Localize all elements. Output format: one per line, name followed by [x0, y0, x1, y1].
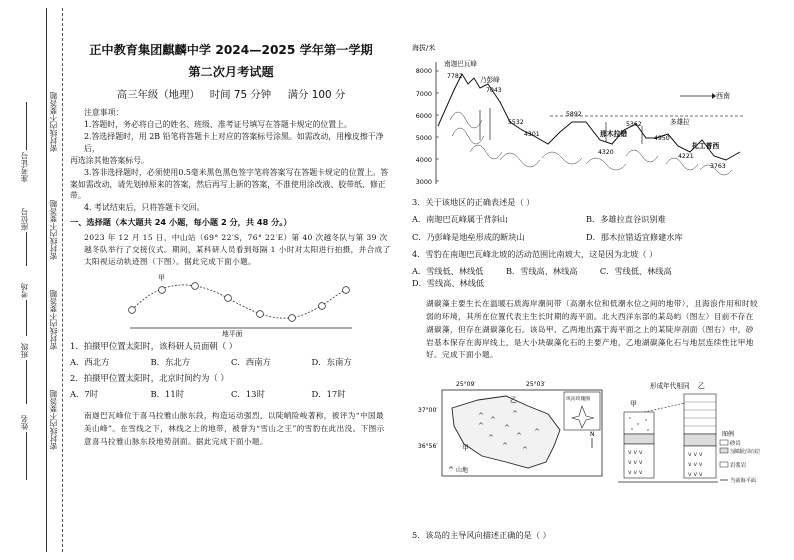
- west-direction-label: 西南: [716, 92, 730, 100]
- profile-ytick: 6000: [415, 112, 432, 120]
- map-lat-2: 36°56′: [418, 443, 438, 450]
- map-lon-2: 25°03′: [526, 381, 546, 388]
- strata-jia-label: 甲: [630, 400, 637, 408]
- svg-text:^: ^: [516, 432, 522, 440]
- svg-text:v v v: v v v: [688, 461, 703, 468]
- q4-option-d: D．雪线高、林线低: [412, 278, 485, 289]
- note-item: 再选涂其他答案标号。: [70, 155, 149, 165]
- q3-option-a: A．南迦巴瓦峰属于背斜山: [412, 214, 508, 225]
- seal-notice-3: 密封线内不要答题: [49, 290, 58, 350]
- passage-2: 南迦巴瓦峰位于喜马拉雅山脉东段，构造运动强烈，以陡峭险峻著称，被评为“中国最美山峰”。在雪线之下，林线之上的地带，被誉为“雪山之王”的雪豹在此出没。下图示意喜马拉雅山脉东段地势剖面。据此完成下面小题。: [84, 410, 385, 447]
- q3-options-row1: [412, 213, 760, 225]
- passage-3: 湖碳藻主要生长在温暖石质海岸潮间带（高潮水位和低潮水位之间的地带），且海浪作用和时较弱的环境，其所在位置代表主生长时期的海平面。北大西洋东部的某岛屿（图左）目前不存在湖碳藻，但存在湖碳藻化石。该岛甲、乙两地出露于海平面之上的某陡岸剖面（图右）中，砂岩基本保存在海岸线上，是大小块碳藻化石的主要产地，乙地湖碳藻化石与地层连续性比甲地好。完成下面小题。: [426, 298, 758, 360]
- legend-limestone-label: 含湖碳藻化石的石灰岩: [730, 449, 781, 455]
- seal-dashed-line: [62, 8, 63, 552]
- svg-text:v v v: v v v: [688, 471, 703, 478]
- elev-4301: 4301: [524, 131, 540, 138]
- q4-option-c: C．雪线低、林线高: [599, 266, 672, 277]
- legend-mountain-symbol: ^: [448, 466, 454, 474]
- q1-option-a: A．西北方: [70, 357, 110, 368]
- island-outline: [452, 396, 560, 468]
- exam-room-blank: [26, 300, 27, 336]
- legend-magmatic-label: 岩浆岩: [730, 463, 747, 469]
- note-item: 案如需改动，请先划掉原来的答案，然后再写上新的答案，不准使用涂改液、胶带纸、修正带。: [70, 179, 386, 201]
- elev-4320: 4320: [598, 149, 614, 156]
- elev-4950: 4950: [654, 135, 670, 142]
- exam-no-label: 准考证号: [20, 152, 29, 182]
- map-jia-label: 甲: [462, 444, 469, 452]
- sun-jia-label: 甲: [158, 274, 165, 283]
- elev-7043: 7043: [486, 87, 502, 94]
- q3-stem: 3．关于该地区的正确表述是（ ）: [412, 197, 535, 207]
- exam-meta: 高三年级（地理） 时间 75 分钟 满分 100 分: [116, 88, 346, 101]
- elevation-profile: [410, 40, 750, 190]
- elev-5532: 5532: [508, 119, 524, 126]
- q3-option-b: B．多雄拉直谷识别难: [586, 214, 666, 225]
- column-jia-limestone: [624, 434, 654, 444]
- legend-limestone-swatch: [720, 448, 728, 453]
- map-yi-label: 乙: [510, 396, 517, 404]
- profile-ytick: 3000: [415, 178, 432, 186]
- sun-marker: [192, 283, 199, 290]
- passage-1: 2023 年 12 月 15 日，中山站（69° 22′S，76° 22′E）第 40 次越冬队与第 39 次越冬队举行了交接仪式。期间，某科研人员看到每隔 1 小时对太阳进行拍摄，并合成了太阳视运动轨迹图（下图）。据此完成下面小题。: [84, 232, 391, 267]
- svg-text:^: ^: [512, 410, 518, 418]
- class-label: 班级: [20, 343, 29, 358]
- q2-option-b: B．11时: [150, 388, 185, 399]
- q5-stem: 5．该岛的主导风向描述正确的是（ ）: [412, 530, 551, 540]
- elev-5362: 5362: [626, 121, 642, 128]
- peak-naipeng-label: 乃彭峰: [480, 76, 500, 84]
- svg-text:^: ^: [490, 416, 496, 424]
- q4-stem: 4．雪豹在南迦巴瓦峰北坡的活动范围比南坡大，这是因为北坡（ ）: [412, 248, 658, 259]
- q4-option-b: B．雪线高、林线高: [505, 266, 578, 277]
- name-label: 姓名: [20, 415, 29, 430]
- legend-mountain-label: 山地: [456, 467, 469, 474]
- q3-option-d: D．那木拉错适宜修建水库: [586, 231, 683, 242]
- q1-option-d: D．东南方: [311, 357, 352, 368]
- svg-text:^: ^: [478, 422, 484, 430]
- svg-text:v v v: v v v: [628, 469, 643, 476]
- elev-7782: 7782: [447, 73, 463, 80]
- q4-option-a: A．雪线低、林线低: [412, 266, 484, 277]
- legend-sandstone-label: 砂岩: [730, 441, 741, 447]
- legend-sea-level-label: 当前海平面: [730, 478, 756, 484]
- profile-ytick: 7000: [415, 90, 432, 98]
- seat-no-blank: [26, 232, 27, 266]
- q2-option-d: D．17时: [311, 388, 346, 399]
- svg-text:v v v: v v v: [628, 449, 643, 456]
- name-blank: [26, 432, 27, 480]
- column-yi-sandstone: [684, 394, 716, 434]
- legend-magmatic-swatch: [720, 462, 728, 467]
- sun-marker: [289, 315, 296, 322]
- q2-stem: 2．拍摄甲位置太阳时，北京时间约为（ ）: [70, 373, 229, 384]
- svg-text:^: ^: [522, 446, 528, 454]
- elev-3763: 3763: [710, 163, 726, 170]
- note-item: 3.答非选择题时，必须使用0.5毫米黑色黑色签字笔将答案写在答题卡规定的位置上。答: [84, 167, 389, 177]
- right-column: [412, 196, 760, 362]
- profile-ylabel: 海拔/米: [412, 44, 436, 52]
- sun-marker: [343, 287, 350, 294]
- q3-option-c: C．乃彭峰是地垒形成的断块山: [412, 231, 525, 242]
- nabulela-label: 那木拉错: [600, 130, 628, 138]
- sun-marker: [319, 303, 326, 310]
- q1-option-b: B．东北方: [150, 357, 191, 368]
- strata-connector: [644, 402, 690, 412]
- q1-stem: 1．拍摄甲位置太阳时，该科研人员面朝（ ）: [70, 341, 238, 352]
- north-arrow-label: N: [590, 431, 595, 438]
- strata-title: 形成年代相同: [650, 382, 690, 390]
- elev-5892: 5892: [566, 111, 582, 118]
- profile-ytick: 5000: [415, 134, 432, 142]
- note-item: 2.答选择题时，用 2B 铅笔将答题卡上对应的答案标号涂黑。如需改动，用橡皮擦干净后，: [84, 132, 384, 153]
- strata-legend-title: 图例: [722, 431, 735, 438]
- sun-marker: [257, 311, 264, 318]
- svg-text:^: ^: [488, 434, 494, 442]
- section1-heading: 一、选择题（本大题共 24 小题，每小题 2 分，共 48 分。）: [70, 217, 292, 228]
- duoxiong-label: 多雄拉: [670, 118, 690, 126]
- elev-4221: 4221: [678, 153, 694, 160]
- peak-namjagbarwa-label: 南迦巴瓦峰: [444, 60, 477, 68]
- note-item: 1.答题时，务必将自己的姓名、班级、准考证号填写在答题卡规定的位置上。: [84, 120, 352, 130]
- column-jia-sandstone: [624, 412, 654, 434]
- sun-marker: [225, 295, 232, 302]
- note-item: 4. 考试结束后，只将答题卡交回。: [84, 203, 205, 213]
- exam-no-blank: [26, 102, 27, 150]
- zhamu-label: 扎工普西: [692, 142, 720, 150]
- horizon-label: 地平面: [222, 330, 243, 339]
- map-lon-1: 25°09′: [456, 381, 476, 388]
- svg-text:^: ^: [478, 412, 484, 420]
- exam-room-label: 考场: [20, 283, 29, 298]
- sun-marker: [159, 287, 166, 294]
- svg-text:^: ^: [534, 428, 540, 436]
- map-lat-1: 37°00′: [418, 407, 438, 414]
- q2-options: [70, 389, 392, 401]
- binding-outer-line: [46, 8, 47, 552]
- notes-block: [70, 107, 392, 214]
- strata-diagram: [610, 376, 781, 494]
- seal-notice-2: 密封线内不要答题: [49, 200, 58, 260]
- q1-options: [70, 357, 392, 369]
- seat-no-label: 座位号: [20, 208, 29, 231]
- column-yi-limestone: [684, 434, 716, 446]
- left-column: [70, 42, 392, 449]
- sun-path-figure: [70, 270, 392, 339]
- q3-options-row2: [412, 231, 760, 243]
- svg-text:^: ^: [502, 442, 508, 450]
- school-title: 正中教育集团麒麟中学 2024—2025 学年第一学期: [89, 43, 373, 57]
- q1-option-c: C．西南方: [231, 357, 271, 368]
- exam-title: 第二次月考试题: [188, 65, 274, 80]
- profile-ytick: 8000: [415, 67, 432, 75]
- class-blank: [26, 360, 27, 404]
- profile-ytick: 4000: [415, 156, 432, 164]
- svg-text:^: ^: [504, 424, 510, 432]
- svg-text:v v v: v v v: [688, 451, 703, 458]
- wind-rose-title: 风向玫瑰图: [566, 397, 590, 402]
- legend-sandstone-swatch: [720, 440, 728, 445]
- seal-notice-1: 密封线内不要答题: [49, 92, 58, 152]
- sun-marker: [129, 307, 136, 314]
- svg-text:v v v: v v v: [628, 459, 643, 466]
- island-map: [418, 378, 608, 478]
- notes-title: 注意事项：: [84, 108, 124, 118]
- seal-notice-4: 密封线内不要答题: [49, 390, 58, 450]
- q2-option-a: A．7时: [70, 388, 99, 399]
- strata-yi-label: 乙: [698, 382, 705, 390]
- q4-options: [412, 265, 760, 290]
- q2-option-c: C．13时: [231, 388, 265, 399]
